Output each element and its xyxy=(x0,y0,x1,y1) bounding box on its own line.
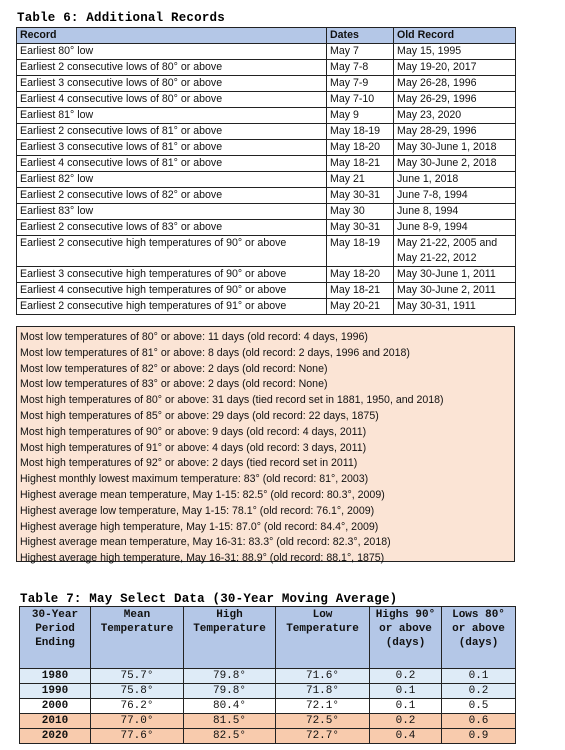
highs-90-cell: 0.2 xyxy=(370,714,442,729)
may-select-data-table xyxy=(19,606,516,744)
dates-cell: May 9 xyxy=(327,108,394,124)
table-row xyxy=(17,124,516,140)
period-cell: 2010 xyxy=(20,714,91,729)
dates-cell: May 18-21 xyxy=(327,283,394,299)
old-record-cell: May 21-22, 2005 and May 21-22, 2012 xyxy=(394,236,516,267)
record-line: Most high temperatures of 90° or above: 9 days (old record: 4 days, 2011) xyxy=(20,425,367,438)
table-row xyxy=(20,714,516,729)
high-cell: 79.8° xyxy=(184,684,276,699)
old-record-cell: June 7-8, 1994 xyxy=(394,188,516,204)
old-record-cell: May 28-29, 1996 xyxy=(394,124,516,140)
dates-cell: May 18-20 xyxy=(327,140,394,156)
mean-cell: 76.2° xyxy=(91,699,184,714)
dates-cell: May 7 xyxy=(327,44,394,60)
highs-90-cell: 0.1 xyxy=(370,684,442,699)
table-row xyxy=(17,108,516,124)
highs-90-cell: 0.1 xyxy=(370,699,442,714)
low-cell: 72.7° xyxy=(276,729,370,744)
record-line: Most low temperatures of 80° or above: 11 days (old record: 4 days, 1996) xyxy=(20,331,368,343)
period-cell: 1980 xyxy=(20,669,91,684)
table-row xyxy=(17,299,516,315)
dates-cell: May 21 xyxy=(327,172,394,188)
lows-80-cell: 0.2 xyxy=(442,684,516,699)
period-cell: 2000 xyxy=(20,699,91,714)
col-header-old-record: Old Record xyxy=(394,28,516,44)
table-row xyxy=(17,92,516,108)
lows-80-cell: 0.5 xyxy=(442,699,516,714)
table-row xyxy=(20,699,516,714)
dates-cell: May 30-31 xyxy=(327,188,394,204)
record-cell: Earliest 2 consecutive high temperatures of 91° or above xyxy=(17,299,327,315)
low-cell: 71.8° xyxy=(276,684,370,699)
record-cell: Earliest 2 consecutive lows of 81° or above xyxy=(17,124,327,140)
col-header-highs-90: Highs 90° or above (days) xyxy=(370,607,442,669)
old-record-cell: May 15, 1995 xyxy=(394,44,516,60)
col-header-record: Record xyxy=(17,28,327,44)
dates-cell: May 7-8 xyxy=(327,60,394,76)
record-line: Most high temperatures of 91° or above: 4 days (old record: 3 days, 2011) xyxy=(20,441,367,454)
record-cell: Earliest 80° low xyxy=(17,44,327,60)
records-list xyxy=(16,326,515,565)
record-cell: Earliest 4 consecutive lows of 80° or above xyxy=(17,92,327,108)
record-line: Most high temperatures of 80° or above: 31 days (tied record set in 1881, 1950, and 2018) xyxy=(20,394,444,407)
table-header-row xyxy=(17,28,516,44)
record-cell: Earliest 4 consecutive lows of 81° or above xyxy=(17,156,327,172)
table-row xyxy=(17,60,516,76)
table-row xyxy=(17,236,516,267)
dates-cell: May 20-21 xyxy=(327,299,394,315)
mean-cell: 75.8° xyxy=(91,684,184,699)
additional-records-table xyxy=(16,27,516,315)
old-record-cell: June 8-9, 1994 xyxy=(394,220,516,236)
high-cell: 79.8° xyxy=(184,669,276,684)
table-row xyxy=(17,156,516,172)
dates-cell: May 7-10 xyxy=(327,92,394,108)
col-header-high: High Temperature xyxy=(184,607,276,669)
record-cell: Earliest 3 consecutive lows of 80° or above xyxy=(17,76,327,92)
old-record-cell: May 30-June 2, 2018 xyxy=(394,156,516,172)
dates-cell: May 18-19 xyxy=(327,124,394,140)
record-cell: Earliest 3 consecutive lows of 81° or above xyxy=(17,140,327,156)
dates-cell: May 30 xyxy=(327,204,394,220)
record-cell: Earliest 2 consecutive lows of 80° or above xyxy=(17,60,327,76)
table6-body xyxy=(17,44,516,315)
record-cell: Earliest 2 consecutive high temperatures of 90° or above xyxy=(17,236,327,267)
table-row xyxy=(17,220,516,236)
low-cell: 72.1° xyxy=(276,699,370,714)
record-cell: Earliest 82° low xyxy=(17,172,327,188)
record-line: Highest monthly lowest maximum temperature: 83° (old record: 81°, 2003) xyxy=(20,473,369,486)
record-cell: Earliest 81° low xyxy=(17,108,327,124)
record-cell: Earliest 2 consecutive lows of 83° or above xyxy=(17,220,327,236)
table-row xyxy=(17,267,516,283)
high-cell: 82.5° xyxy=(184,729,276,744)
table-header-row xyxy=(20,607,516,669)
high-cell: 81.5° xyxy=(184,714,276,729)
dates-cell: May 18-21 xyxy=(327,156,394,172)
record-line: Most low temperatures of 82° or above: 2 days (old record: None) xyxy=(20,362,328,375)
record-line: Highest average mean temperature, May 16-31: 83.3° (old record: 82.3°, 2018) xyxy=(20,536,391,549)
old-record-cell: June 1, 2018 xyxy=(394,172,516,188)
dates-cell: May 7-9 xyxy=(327,76,394,92)
mean-cell: 77.0° xyxy=(91,714,184,729)
table-row xyxy=(20,729,516,744)
old-record-cell: May 30-31, 1911 xyxy=(394,299,516,315)
table7-body xyxy=(20,669,516,744)
lows-80-cell: 0.1 xyxy=(442,669,516,684)
col-header-low: Low Temperature xyxy=(276,607,370,669)
low-cell: 72.5° xyxy=(276,714,370,729)
col-header-lows-80: Lows 80° or above (days) xyxy=(442,607,516,669)
mean-cell: 75.7° xyxy=(91,669,184,684)
table-row xyxy=(17,204,516,220)
table-row xyxy=(17,188,516,204)
period-cell: 1990 xyxy=(20,684,91,699)
table6-title: Table 6: Additional Records xyxy=(17,11,225,25)
dates-cell: May 18-20 xyxy=(327,267,394,283)
table-row xyxy=(20,684,516,699)
record-cell: Earliest 2 consecutive lows of 82° or above xyxy=(17,188,327,204)
record-line: Most low temperatures of 81° or above: 8 days (old record: 2 days, 1996 and 2018) xyxy=(20,346,410,359)
col-header-period: 30-Year Period Ending xyxy=(20,607,91,669)
old-record-cell: May 30-June 2, 2011 xyxy=(394,283,516,299)
old-record-cell: May 30-June 1, 2018 xyxy=(394,140,516,156)
period-cell: 2020 xyxy=(20,729,91,744)
old-record-cell: June 8, 1994 xyxy=(394,204,516,220)
low-cell: 71.6° xyxy=(276,669,370,684)
lows-80-cell: 0.9 xyxy=(442,729,516,744)
mean-cell: 77.6° xyxy=(91,729,184,744)
dates-cell: May 30-31 xyxy=(327,220,394,236)
dates-cell: May 18-19 xyxy=(327,236,394,267)
old-record-cell: May 26-28, 1996 xyxy=(394,76,516,92)
table-row xyxy=(17,283,516,299)
record-line: Most high temperatures of 92° or above: 2 days (tied record set in 2011) xyxy=(20,457,358,470)
table-row xyxy=(20,669,516,684)
col-header-dates: Dates xyxy=(327,28,394,44)
lows-80-cell: 0.6 xyxy=(442,714,516,729)
record-line: Most high temperatures of 85° or above: 29 days (old record: 22 days, 1875) xyxy=(20,409,379,422)
high-cell: 80.4° xyxy=(184,699,276,714)
highs-90-cell: 0.4 xyxy=(370,729,442,744)
old-record-cell: May 23, 2020 xyxy=(394,108,516,124)
record-cell: Earliest 83° low xyxy=(17,204,327,220)
record-line: Most low temperatures of 83° or above: 2 days (old record: None) xyxy=(20,378,328,391)
col-header-mean: Mean Temperature xyxy=(91,607,184,669)
old-record-cell: May 26-29, 1996 xyxy=(394,92,516,108)
record-cell: Earliest 3 consecutive high temperatures of 90° or above xyxy=(17,267,327,283)
record-line: Highest average high temperature, May 1-15: 87.0° (old record: 84.4°, 2009) xyxy=(20,520,379,533)
record-line: Highest average low temperature, May 1-15: 78.1° (old record: 76.1°, 2009) xyxy=(20,504,375,517)
table-row xyxy=(17,140,516,156)
record-cell: Earliest 4 consecutive high temperatures of 90° or above xyxy=(17,283,327,299)
old-record-cell: May 30-June 1, 2011 xyxy=(394,267,516,283)
table-row xyxy=(17,44,516,60)
highs-90-cell: 0.2 xyxy=(370,669,442,684)
table-row xyxy=(17,172,516,188)
table-row xyxy=(17,76,516,92)
record-line: Highest average high temperature, May 16-31: 88.9° (old record: 88.1°, 1875) xyxy=(20,552,385,565)
record-line: Highest average mean temperature, May 1-15: 82.5° (old record: 80.3°, 2009) xyxy=(20,488,385,501)
old-record-cell: May 19-20, 2017 xyxy=(394,60,516,76)
table7-title: Table 7: May Select Data (30-Year Moving Average) xyxy=(20,592,398,606)
